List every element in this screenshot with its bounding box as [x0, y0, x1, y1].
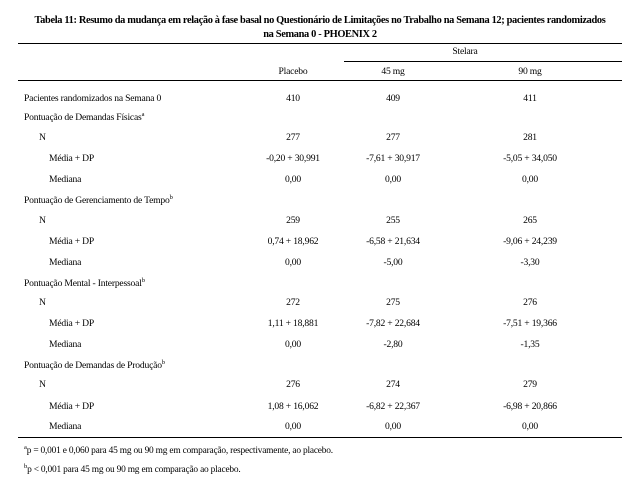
median-45mg: 0,00	[385, 421, 401, 432]
section-title	[24, 112, 144, 124]
n-90mg: 279	[523, 379, 537, 390]
section-title	[24, 278, 145, 290]
row-label: Pacientes randomizados na Semana 0	[24, 93, 162, 104]
median-row-label: Mediana	[49, 174, 82, 185]
cell-90mg: 411	[523, 93, 537, 104]
section-title	[24, 360, 165, 372]
table-title-line-1: Tabela 11: Resumo da mudança em relação à fase basal no Questionário de Limitações no Trabalho na Semana 12; pacientes randomizados	[34, 15, 606, 26]
n-90mg: 281	[523, 132, 537, 143]
median-90mg: -3,30	[520, 257, 540, 268]
median-placebo: 0,00	[285, 339, 301, 350]
mean-45mg: -7,82 + 22,684	[366, 318, 420, 329]
mean-placebo: -0,20 + 30,991	[266, 153, 320, 164]
n-placebo: 272	[286, 297, 300, 308]
mean-row-label: Média + DP	[49, 153, 94, 164]
placebo-column-header: Placebo	[278, 66, 308, 77]
mean-90mg: -9,06 + 24,239	[503, 236, 557, 247]
dose-90mg-column-header: 90 mg	[518, 66, 542, 77]
table-bottom-rule	[18, 437, 622, 438]
median-placebo: 0,00	[285, 257, 301, 268]
n-row-label: N	[39, 132, 46, 143]
n-45mg: 255	[386, 215, 400, 226]
section-title-text: Pontuação de Demandas Físicas	[24, 112, 142, 123]
mean-90mg: -7,51 + 19,366	[503, 318, 557, 329]
dose-45mg-column-header: 45 mg	[381, 66, 405, 77]
mean-placebo: 1,11 + 18,881	[267, 318, 319, 329]
median-90mg: -1,35	[520, 339, 540, 350]
median-45mg: -5,00	[383, 257, 403, 268]
footnote-b	[24, 464, 241, 476]
mean-45mg: -6,82 + 22,367	[366, 401, 420, 412]
top-rule	[18, 43, 622, 44]
median-90mg: 0,00	[522, 174, 538, 185]
stelara-group-rule	[344, 61, 622, 62]
median-row-label: Mediana	[49, 339, 82, 350]
median-90mg: 0,00	[522, 421, 538, 432]
n-45mg: 277	[386, 132, 400, 143]
section-footnote-marker: b	[141, 276, 145, 284]
footnote-a	[24, 445, 333, 457]
section-footnote-marker: b	[169, 193, 173, 201]
median-placebo: 0,00	[285, 421, 301, 432]
section-title-text: Pontuação de Demandas de Produção	[24, 360, 162, 371]
cell-45mg: 409	[386, 93, 400, 104]
n-90mg: 276	[523, 297, 537, 308]
n-row-label: N	[39, 215, 46, 226]
mean-row-label: Média + DP	[49, 318, 94, 329]
median-row-label: Mediana	[49, 257, 82, 268]
section-footnote-marker: a	[141, 110, 145, 118]
section-title-text: Pontuação de Gerenciamento de Tempo	[24, 195, 170, 206]
mean-90mg: -6,98 + 20,866	[503, 401, 557, 412]
header-bottom-rule	[18, 80, 622, 81]
stelara-group-header: Stelara	[452, 46, 478, 57]
footnote-text: p = 0,001 e 0,060 para 45 mg ou 90 mg em comparação, respectivamente, ao placebo.	[26, 446, 333, 456]
n-90mg: 265	[523, 215, 537, 226]
footnote-marker: a	[24, 443, 27, 451]
table-title-line-2: na Semana 0 - PHOENIX 2	[263, 29, 377, 40]
median-placebo: 0,00	[285, 174, 301, 185]
n-placebo: 259	[286, 215, 300, 226]
n-45mg: 275	[386, 297, 400, 308]
footnote-text: p < 0,001 para 45 mg ou 90 mg em comparação ao placebo.	[27, 465, 241, 475]
section-title-text: Pontuação Mental - Interpessoal	[24, 278, 142, 289]
n-45mg: 274	[386, 379, 400, 390]
mean-90mg: -5,05 + 34,050	[503, 153, 557, 164]
table-title	[20, 14, 620, 42]
mean-placebo: 1,08 + 16,062	[267, 401, 319, 412]
mean-45mg: -7,61 + 30,917	[366, 153, 420, 164]
mean-45mg: -6,58 + 21,634	[366, 236, 420, 247]
median-45mg: -2,80	[383, 339, 403, 350]
median-45mg: 0,00	[385, 174, 401, 185]
section-footnote-marker: b	[161, 358, 165, 366]
n-placebo: 276	[286, 379, 300, 390]
cell-placebo: 410	[286, 93, 300, 104]
section-title	[24, 195, 173, 207]
footnote-marker: b	[24, 462, 28, 470]
mean-row-label: Média + DP	[49, 236, 94, 247]
median-row-label: Mediana	[49, 421, 82, 432]
n-row-label: N	[39, 297, 46, 308]
n-row-label: N	[39, 379, 46, 390]
n-placebo: 277	[286, 132, 300, 143]
mean-placebo: 0,74 + 18,962	[267, 236, 319, 247]
mean-row-label: Média + DP	[49, 401, 94, 412]
